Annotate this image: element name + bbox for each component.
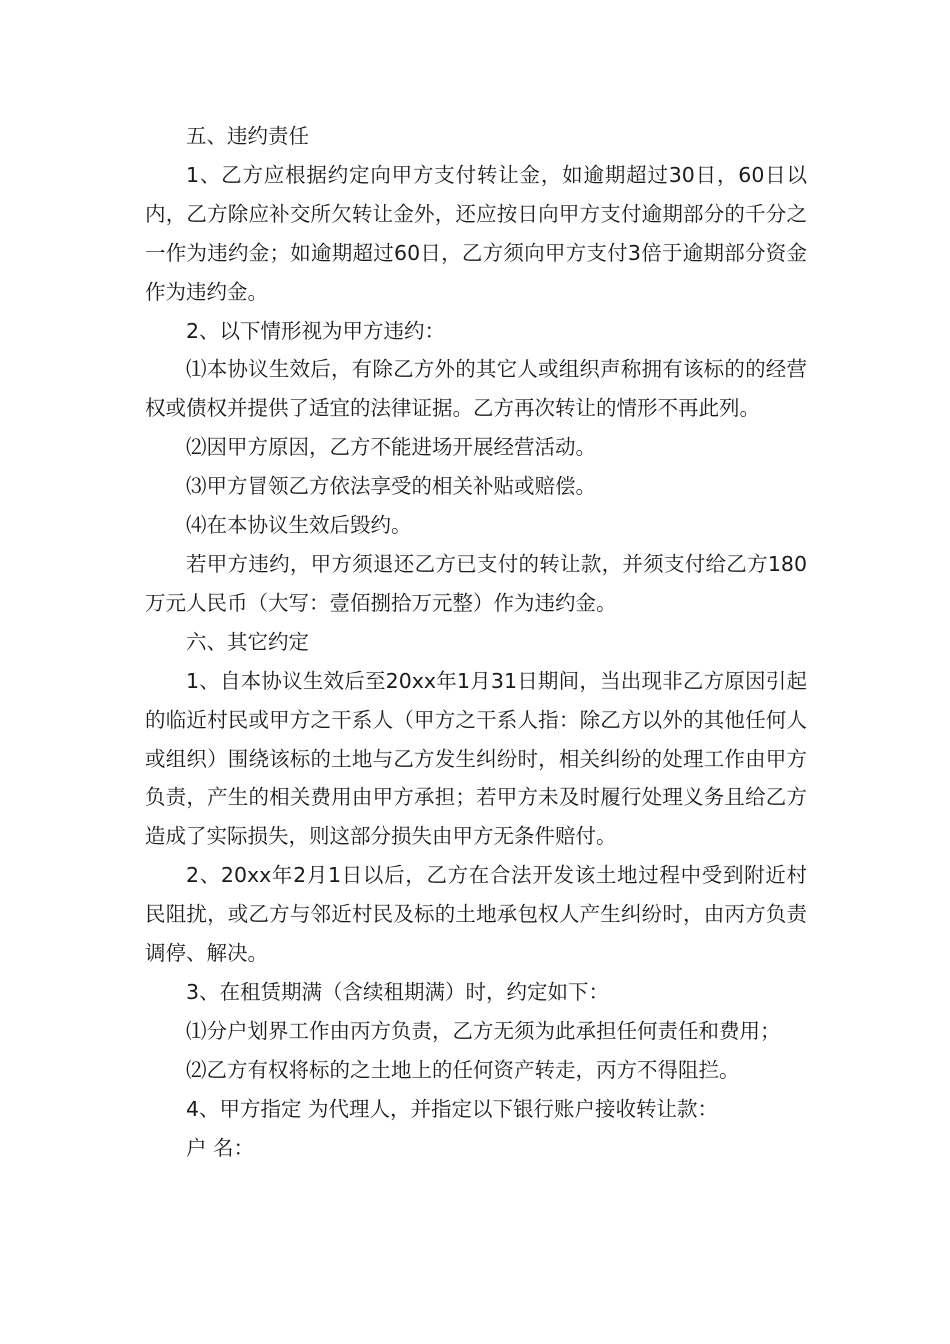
section-heading-other: 六、其它约定	[186, 629, 309, 654]
paragraph-party-a-breach-intro: 2、以下情形视为甲方违约：	[186, 318, 446, 343]
paragraph-other-2: 2、20xx年2月1日以后，乙方在合法开发该土地过程中受到附近村民阻扰，或乙方与邻近村民及标的土地承包权人产生纠纷时，由丙方负责调停、解决。	[145, 863, 807, 966]
account-name-line: 户 名：	[186, 1135, 255, 1160]
paragraph-other-4: 4、甲方指定 为代理人，并指定以下银行账户接收转让款：	[186, 1096, 719, 1121]
paragraph-late-payment: 1、乙方应根据约定向甲方支付转让金，如逾期超过30日，60日以内，乙方除应补交所欠转让金外，还应按日向甲方支付逾期部分的千分之一作为违约金；如逾期超过60日，乙方须向甲方支付3倍于逾期部分资金作为违约金。	[145, 162, 807, 304]
section-heading-breach: 五、违约责任	[186, 124, 309, 148]
list-item-expiry-2: ⑵乙方有权将标的之土地上的任何资产转走，丙方不得阻拦。	[186, 1057, 740, 1082]
list-item-breach-1: ⑴本协议生效后，有除乙方外的其它人或组织声称拥有该标的的经营权或债权并提供了适宜的法律证据。乙方再次转让的情形不再此列。	[145, 357, 807, 421]
document-page	[145, 117, 807, 1167]
paragraph-other-3: 3、在租赁期满（含续租期满）时，约定如下：	[186, 979, 610, 1004]
list-item-expiry-1: ⑴分户划界工作由丙方负责，乙方无须为此承担任何责任和费用；	[186, 1018, 781, 1043]
paragraph-other-1: 1、自本协议生效后至20xx年1月31日期间，当出现非乙方原因引起的临近村民或甲方之干系人（甲方之干系人指：除乙方以外的其他任何人或组织）围绕该标的土地与乙方发生纠纷时，相关纠纷的处理工作由甲方负责，产生的相关费用由甲方承担；若甲方未及时履行处理义务且给乙方造成了实际损失，则这部分损失由甲方无条件赔付。	[145, 668, 807, 849]
list-item-breach-4: ⑷在本协议生效后毁约。	[186, 513, 412, 538]
paragraph-penalty: 若甲方违约，甲方须退还乙方已支付的转让款，并须支付给乙方180万元人民币（大写：壹佰捌拾万元整）作为违约金。	[145, 551, 807, 615]
list-item-breach-3: ⑶甲方冒领乙方依法享受的相关补贴或赔偿。	[186, 474, 596, 499]
list-item-breach-2: ⑵因甲方原因，乙方不能进场开展经营活动。	[186, 435, 596, 460]
